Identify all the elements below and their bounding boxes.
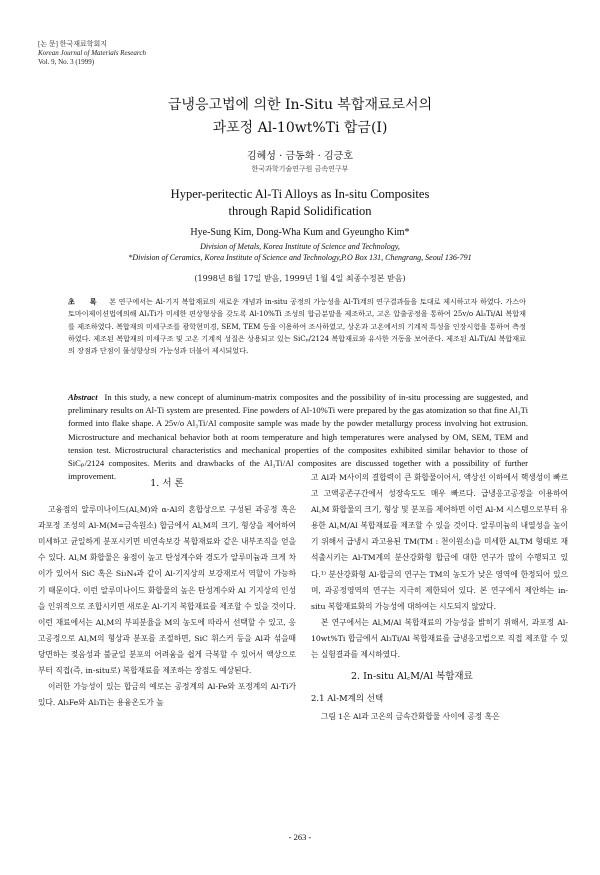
section-2-heading: 2. In-situ Al꜀M/Al 복합재료 bbox=[351, 671, 473, 683]
section-1-paragraph-1: 고융점의 알루미나이드(Al꜀M)와 α-Al의 혼합상으로 구성된 과공정 혹은 과포정 조성의 Al-M(M=금속원소) 합금에서 Al꜀M의 크기, 형상을 제어하여 미세하고 균일하게 분포시키면 비연속보강 복합재료와 같은 내부조직을 얻을 수 있다. Al꜀M 화합물은 융점이 높고 탄성계수와 경도가 알루미늄과 크게 차이가 있어서 SiC 혹은 Si₃N₄과 같이 Al-기지상의 보강재로서 역할이 가능하기 때문이다. 이런 알루미나이드 화합물의 높은 탄성계수와 Al 기지상의 인성을 인위적으로 조합시키면 새로운 Al-기지 복합재료를 제조할 수 있을 것이다. 이런 재료에서는 Al꜀M의 부피분율을 M의 농도에 따라서 선택할 수 있고, 응고공정으로 Al꜀M의 형상과 분포를 조절하면, SiC 휘스커 등을 Al과 섞을때 당면하는 젖음성과 불균일 분포의 어려움을 쉽게 극복할 수 있어서 액상으로부터 직접(즉, in-situ로) 복합재료를 제조하는 장점도 예상된다. bbox=[38, 505, 296, 676]
authors-korean: 김혜성 · 금동화 · 김긍호 bbox=[246, 151, 353, 162]
received-dates: (1998년 8월 17일 받음, 1999년 1월 4일 최종수정본 받음) bbox=[194, 274, 406, 283]
abstract-korean bbox=[68, 296, 526, 357]
abstract-english-text: In this study, a new concept of aluminum-matrix composites and the possibility of in-situ processing are suggested, and preliminary results on Al-Ti system are presented. Fine powders of Al-10%Ti were prepared by the gas atomization so that fine Al₃Ti formed into flake shape. A 25v/o Al₃Ti/Al composite sample was made by the powder metallurgy process involving hot extrusion. Microstructure and mechanical behavior both at room temperature and high temperatures were analysed by OM, SEM, TEM and tension test. Microstructural characteristics and mechanical properties of the composites exhibited similar behavior to those of SiCₚ/2124 composites. Merits and drawbacks of the Al₃Ti/Al composites are discussed together with a possibility of further improvement. bbox=[68, 392, 528, 482]
journal-header bbox=[38, 40, 146, 67]
right-column-paragraph-2: 본 연구에서는 Al꜀M/Al 복합재료의 가능성을 밝히기 위해서, 과포정 Al-10wt%Ti 합금에서 Al₃Ti/Al 복합재료를 급냉응고법으로 직접 제조할 수 있는 실험결과를 제시하였다. bbox=[311, 617, 568, 660]
abstract-korean-label: 초 록 bbox=[68, 297, 103, 306]
title-english-line2: through Rapid Solidification bbox=[228, 204, 372, 218]
affiliation-english-line1: Division of Metals, Korea Institute of Science and Technology, bbox=[200, 242, 400, 251]
page-number: - 263 - bbox=[288, 832, 312, 842]
affiliation-korean: 한국과학기술연구원 금속연구부 bbox=[251, 165, 349, 173]
left-column bbox=[38, 470, 296, 711]
journal-category: [논 문] 한국재료학회지 bbox=[38, 40, 108, 48]
title-korean-line1: 급냉응고법에 의한 In-Situ 복합재료로서의 bbox=[167, 97, 433, 113]
journal-name-en: Korean Journal of Materials Research bbox=[38, 49, 146, 57]
title-korean-line2: 과포정 Al-10wt%Ti 합금(Ⅰ) bbox=[212, 120, 388, 136]
section-1-paragraph-2: 이러한 가능성이 있는 합금의 예로는 공정계의 Al-Fe와 포정계의 Al-Ti가 있다. Al₃Fe와 Al₃Ti는 용융온도가 높 bbox=[38, 682, 296, 708]
right-column bbox=[311, 470, 568, 725]
abstract-korean-text: 본 연구에서는 Al-기지 복합재료의 새로운 개념과 in-situ 공정의 가능성을 Al-Ti계의 연구결과들을 토대로 제시하고자 하였다. 가스아토마이제이션법에의해 Al₃Ti가 미세한 편상형상을 갖도록 Al-10%Ti 조성의 합금분말을 제조하고, 고온 압출공정을 통하여 25v/o Al₃Ti/Al 복합재를 제조하였다. 복합재의 미세구조를 광학현미경, SEM, TEM 등을 이용하여 조사하였고, 상온과 고온에서의 기계적 특성을 인장시험을 통하여 측정하였다. 제조된 복합재의 미세구조 및 고온 기계적 성질은 상용되고 있는 SiCₚ/2124 복합재료와 유사한 거동을 보여준다. 제조된 Al₃Ti/Al 복합재료의 장점과 단점이 물성향상의 가능성과 더불어 제시되었다. bbox=[68, 297, 526, 356]
journal-volume: Vol. 9, No. 3 (1999) bbox=[38, 58, 95, 66]
right-column-paragraph-1: 고 Al과 M사이의 결합력이 큰 화합물이어서, 액상선 이하에서 핵생성이 빠르고 고액공존구간에서 성장속도도 매우 빠르다. 급냉응고공정을 이용하여 Al꜀M 화합물의 크기, 형상 및 분포를 제어하면 이런 Al-M 시스템으로부터 유용한 Al꜀M/Al 복합재료를 제조할 수 있을 것이다. 알루미늄의 내열성을 높이기 위해서 급냉시 과고용된 TM(TM : 천이원소)을 미세한 Al꜀TM 형태로 재석출시키는 Al-TM계의 분산강화형 합금에 대한 연구가 많이 수행되고 있다.¹⁾ 분산강화형 Al-합금의 연구는 TM의 농도가 낮은 영역에 한정되어 있으며, 과공정영역의 연구는 지극히 제한되어 있다. 본 연구에서 제안하는 in-situ 복합재료화의 가능성에 대하여는 시도되지 않았다. bbox=[311, 473, 568, 611]
authors-english: Hye-Sung Kim, Dong-Wha Kum and Gyeungho Kim* bbox=[190, 227, 410, 238]
affiliation-english-line2: *Division of Ceramics, Korea Institute of Science and Technology,P.O Box 131, Chengrang, Seoul 136-791 bbox=[128, 253, 472, 262]
section-1-heading: 1. 서 론 bbox=[150, 478, 184, 489]
section-2-paragraph-1: 그림 1은 Al과 고온의 금속간화합물 사이에 공정 혹은 bbox=[321, 712, 500, 722]
section-2-1-heading: 2.1 Al-M계의 선택 bbox=[311, 694, 384, 705]
title-english-line1: Hyper-peritectic Al-Ti Alloys as In-situ Composites bbox=[170, 187, 430, 201]
abstract-english-label: Abstract bbox=[68, 392, 98, 402]
